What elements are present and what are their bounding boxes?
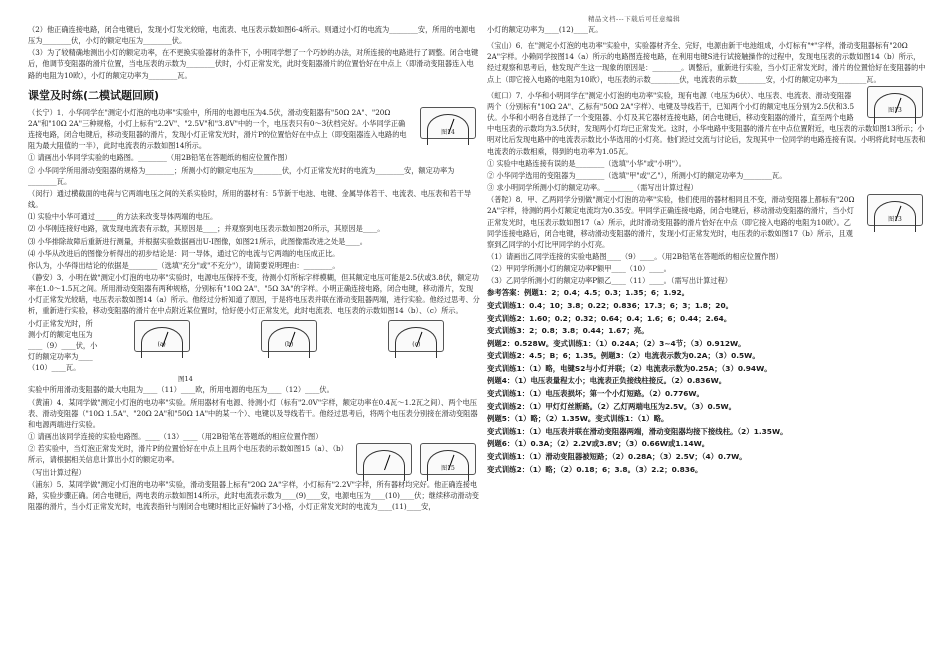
question-2-b: ⑵ 小华刚连接好电路，就发现电流表有示数，其原因是____；并观察到电压表示数如图20所示，其原因是____。 <box>28 224 385 234</box>
answer-line: 变式训练1：（1）电压表损坏；第一个小灯短路。（2）0.776W。 <box>487 389 704 399</box>
voltmeter-13-figure: 图13 <box>867 86 923 118</box>
answer-line: 变式训练2：1.60；0.2；0.32；0.64；0.4；1.6；6；0.44；2.64。 <box>487 313 732 323</box>
question-2-e: 你认为，小华得出结论的依据是________（选填"充分"或"不充分"），请简要说明理由：________。 <box>28 260 340 270</box>
voltmeter-15a-figure <box>356 443 412 475</box>
question-5: （浦东）5．某同学做"测定小灯泡的电功率"实验，滑动变阻器上标有"20Ω 2A"字样，小灯标有"2.2V"字样，所有器材均完好。他正确连接电路，实验步骤正确。闭合电键后，两电表的示数如图14所示，此时电流表示数为____(9)____安，电源电压为____(10)____伏；继续移动滑动变阻器的滑片，当小灯正常发光时，电流表指针与刚闭合电键时相比正好偏转了3小格，小灯正常发光时的电流为____(11)____安， <box>28 479 479 512</box>
answer-line: 变式训练1：（1）电压表并联在滑动变阻器两端，滑动变阻器均接下接线柱。（2）1.35W。 <box>487 426 788 436</box>
answer-key <box>487 287 927 476</box>
voltmeter-b-figure: (b) <box>261 320 317 352</box>
question-1-b: ② 小华同学所用滑动变阻器的规格为________；所测小灯的额定电压为________伏，小灯正常发光时的电流为________安，额定功率为________瓦。 <box>28 165 455 186</box>
question-7-c: ③ 求小明同学所测小灯的额定功率。________（需写出计算过程） <box>487 183 698 193</box>
left-column <box>28 24 480 513</box>
figure-14b-caption: 图14 <box>178 375 193 384</box>
left-p1: （2）他正确连接电路，闭合电键后，发现小灯发光较暗，电流表、电压表示数如图6-4所示。则通过小灯的电流为________安，所用的电源电压为________伏，小灯的额定电压为________伏。 <box>28 25 476 46</box>
question-4: （黄浦）4．某同学做"测定小灯泡的电功率"实验。所用器材有电源、待测小灯（标有"2.0V"字样，额定功率在0.4瓦～1.2瓦之间）、两个电压表、滑动变阻器（"10Ω 1.5A"、"20Ω 2A"和"50Ω 1A"中的某一个）、电键以及导线若干。他经过思考后，将两个电压表分别接在滑动变阻器和电源两端进行实验。 <box>28 397 478 429</box>
figure-14-meter <box>416 107 480 139</box>
question-3-side: 小灯正常发光时，所测小灯的额定电压为____（9）____伏，小灯的额定功率为____（10）____瓦。 <box>28 318 98 373</box>
question-4-c: （写出计算过程） <box>28 467 86 477</box>
right-column <box>487 24 927 476</box>
answer-line: 变式训练1：（1）略，电键S2与小灯并联；（2）电流表示数为0.25A；（3）0.94W。 <box>487 363 772 373</box>
section-title: 课堂及时练(二模试题回顾) <box>28 88 160 102</box>
figure-17-meter <box>863 194 927 226</box>
figure-13-meter <box>863 86 927 118</box>
question-3-end: 实验中所用滑动变阻器的最大电阻为____（11）____欧，所用电源的电压为____（12）____伏。 <box>28 385 334 395</box>
question-4-b: ② 若实验中，当灯泡正常发光时，滑片P的位置恰好在中点上且两个电压表的示数如图15（a）、（b）所示，请根据相关信息计算出小灯的额定功率。 <box>28 444 345 465</box>
figure-14-caption: 图14 <box>441 128 455 136</box>
question-2: （闵行）通过横截面的电荷与它两端电压之间的关系实验时，所用的器材有：5节新干电池、电键、金属导体若干、电流表、电压表和若干导线。 <box>28 188 472 210</box>
figure-14-meters <box>98 318 480 352</box>
question-8-a: （1）请画出乙同学连接的实验电路图____（9）____。（用2B铅笔在答题纸的相应位置作图） <box>487 251 783 261</box>
question-2-a: ⑴ 实验中小华可通过______的方法来改变导体两端的电压。 <box>28 212 218 222</box>
question-7-a: ① 实验中电路连接有误的是________（选填"小华"或"小明"）。 <box>487 158 686 168</box>
answer-line: 参考答案：例题1：2；0.4；4.5；0.3；1.35；6；1.92。 <box>487 288 690 298</box>
answer-line: 变式训练2：4.5；B；6；1.35。例题3：（2）电流表示数为0.2A；（3）0.5W。 <box>487 351 760 361</box>
question-4-a: ① 请画出该同学连接的实验电路图。____（13）____（用2B铅笔在答题纸的相应位置作图） <box>28 432 323 442</box>
left-p2: （3）为了较精确地测出小灯的额定功率，在不更换实验器材的条件下，小明同学想了一个巧妙的办法，对所连接的电路进行了调整。闭合电键后，他调节变阻器的滑片位置，当电压表的示数为________伏时，小灯正常发光，此时变阻器滑片的位置恰好在中点上（即滑动变阻器连入电路的电阻为10欧），小灯的额定功率为________瓦。 <box>28 48 479 80</box>
watermark: 精品文档---下载后可任意编辑 <box>588 15 681 23</box>
question-7-b: ② 小华同学选用的变阻器为________（选填"甲"或"乙"），所测小灯的额定功率为________瓦。 <box>487 170 787 180</box>
answer-line: 变式训练2：（1）略；（2）0.18；6；3.8。（3）2.2；0.836。 <box>487 464 703 474</box>
question-2-d: ⑷ 小华从改进后的图像分析得出的初步结论是：同一导体，通过它的电流与它两端的电压成正比。 <box>28 248 340 258</box>
question-8: （普陀）8．甲、乙两同学分别做"测定小灯泡的功率"实验，他们使用的器材相同且不变，滑动变阻器上都标有"20Ω 2A"字样，待测的两小灯额定电流均为0.35安。甲同学正确连接电路，闭合电键后，移动滑动变阻器的滑片，当小灯正常发光时，电压表示数如图17（a）所示，此时滑动变阻器的滑片恰好在中点（即它接入电路的电阻为10欧）。乙同学连接电路后，闭合电键，移动滑动变阻器的滑片，发现小灯正常发光时，电压表的示数如图17（b）所示，且观察到乙同学的小灯比甲同学的小灯亮。 <box>487 195 855 249</box>
voltmeter-15b-figure: 图15 <box>420 443 476 475</box>
answer-line: 变式训练1：（1）滑动变阻器被短路；（2）0.28A；（3）2.5V；（4）0.7W。 <box>487 451 747 461</box>
answer-line: 例题2：0.528W。变式训练1：（1）0.24A；（2）3~4节；（3）0.912W。 <box>487 338 746 348</box>
question-2-c: ⑶ 小华排除故障后重新进行测量，并根据实验数据画出U-I图像，如图21所示，此图像需改进之处是____。 <box>28 236 367 246</box>
question-3: （静安）3．小明在做"测定小灯泡的电功率"实验时，电源电压保持不变，待测小灯所标字样模糊，但其额定电压可能是2.5伏或3.8伏，额定功率在1.0～1.5瓦之间。所用滑动变阻器有两种规格，分别标有"10Ω 2A"、"5Ω 3A"的字样。小明正确连接电路，闭合电键，移动滑片，发现小灯正常发光较暗，电压表示数如图14（a）所示。他经过分析知道了原因，于是将电压表并联在滑动变阻器两端，进行实验。他经过思考、分析，重新进行实验，移动变阻器的滑片在中点附近某位置时，恰好使小灯正常发光，此时电流表、电压表的示数如图14（b）、（c）所示。 <box>28 273 480 316</box>
question-7: （虹口）7．小华和小明同学在"测定小灯泡的电功率"实验，现有电源（电压为6伏）、电压表、电流表、滑动变阻器两个（分别标有"10Ω 2A"、乙标有"50Ω 2A"字样）、电键及导线若干，已知两个小灯的额定电压分别为2.5伏和3.5伏。小华和小明各自选择了一个变阻器、小灯及其它器材连接电路，闭合电键后，移动变阻器的滑片，直至两个电路中电压表的示数均为3.5伏时，发现两小灯均已正常发光。这时，小华电路中变阻器的滑片在中点位置附近，电压表的示数如图13所示；小明对比后发现电路中的电流表示数比小华选用的小灯亮。他们经过交流与讨论后，发现其中一位同学的电路连接有误。小明将此时电压表和电流表的示数相乘，得到的电功率为1.05瓦。 <box>487 90 926 156</box>
answer-line: 例题5：（1）略；（2）1.35W。变式训练1：（1）略。 <box>487 414 669 424</box>
ammeter-figure <box>420 107 476 139</box>
figure-15-meters <box>352 443 480 475</box>
question-3-figure-row <box>28 318 480 375</box>
answer-line: 变式训练2：（1）甲灯灯丝断路。（2）乙灯两端电压为2.5V。（3）0.5W。 <box>487 401 737 411</box>
voltmeter-a-figure: (a) <box>134 320 190 352</box>
question-1: （长宁）1．小华同学在"测定小灯泡的电功率"实验中，所用的电源电压为4.5伏，滑动变阻器有"50Ω 2A"、"20Ω 2A"和"10Ω 2A"三种规格，小灯上标有"2.2V"、"2.5V"和"3.8V"中的一个，电压表只有0～3伏档完好。小华同学正确连接电路，闭合电键后，移动变阻器的滑片，发现小灯正常发光时，滑片P的位置恰好在中点上（即变阻器连入电路的电阻为最大阻值的一半），此时电流表的示数如图14所示。 <box>28 107 407 151</box>
voltmeter-17-figure: 图13 <box>867 194 923 226</box>
question-8-b: （2）甲同学所测小灯的额定功率P额甲____（10）____。 <box>487 264 671 274</box>
question-8-c: （3）乙同学所测小灯的额定功率P额乙____（11）____。（需写出计算过程） <box>487 276 732 286</box>
answer-line: 例题4：（1）电压表量程太小；电流表正负接线柱接反。（2）0.836W。 <box>487 376 727 386</box>
right-r0: 小灯的额定功率为____(12)____瓦。 <box>487 25 603 34</box>
answer-line: 变式训练3：2；0.8；3.8；0.44；1.67；亮。 <box>487 326 649 336</box>
answer-line: 变式训练1：0.4；10；3.8；0.22；0.836；17.3；6；3；1.8；20。 <box>487 301 733 311</box>
question-1-a: ① 请画出小华同学实验的电路图。________（用2B铅笔在答题纸的相应位置作图） <box>28 153 292 163</box>
ammeter-c-figure: (c) <box>388 320 444 352</box>
answer-line: 例题6：（1）0.3A；（2）2.2V或3.8V；（3）0.66W或1.14W。 <box>487 439 710 449</box>
question-6: （宝山）6．在"测定小灯泡的电功率"实验中，实验器材齐全、完好，电源由新干电池组成，小灯标有"*"字样，滑动变阻器标有"20Ω 2A"字样。小赖同学按图14（a）所示的电路图连接电路，在利用电键S进行试接触操作的过程中，发现电压表的示数如图14（b）所示，经过观察和思考后，他发现产生这一现象的原因是：________。调整后，重新进行实验，当小灯正常发光时，滑片的位置恰好在变阻器的中点上（即它接入电路的电阻为10欧），电压表的示数________伏，电流表的示数________安，小灯的额定功率为________瓦。 <box>487 41 926 84</box>
